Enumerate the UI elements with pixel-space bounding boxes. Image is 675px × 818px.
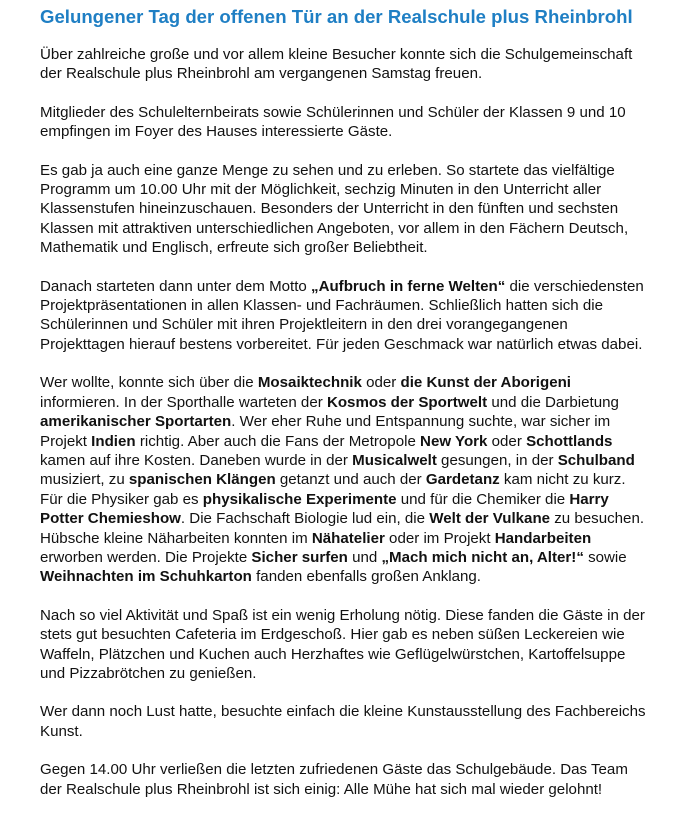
bold-text: Harry Potter Chemieshow bbox=[40, 490, 609, 528]
paragraph bbox=[40, 103, 652, 142]
bold-text: Mosaiktechnik bbox=[257, 374, 362, 392]
text-run: und bbox=[347, 548, 382, 566]
text-run: Danach starteten dann unter dem Motto bbox=[40, 277, 312, 295]
article-title: Gelungener Tag der offenen Tür an der Realschule plus Rheinbrohl bbox=[40, 6, 633, 27]
text-run: Über zahlreiche große und vor allem kleine Besucher konnte sich die Schulgemeinschaft der Realschule plus Rheinbrohl am vergangenen Samstag freuen. bbox=[40, 46, 633, 83]
text-run: oder bbox=[487, 432, 527, 450]
bold-text: Sicher surfen bbox=[251, 548, 348, 566]
bold-text: Welt der Vulkane bbox=[429, 510, 551, 528]
bold-text: spanischen Klängen bbox=[128, 471, 276, 489]
bold-text: amerikanischer Sportarten bbox=[40, 413, 232, 431]
bold-text: die Kunst der Aborigeni bbox=[400, 374, 571, 392]
text-run: fanden ebenfalls großen Anklang. bbox=[251, 568, 481, 586]
bold-text: Indien bbox=[91, 432, 136, 450]
text-run: Nach so viel Aktivität und Spaß ist ein wenig Erholung nötig. Diese fanden die Gäste in der stets gut besuchten Cafeteria im Erdgeschoß. Hier gab es neben süßen Leckereien wie Waffeln, Plätzchen und Kuchen auch Herzhaftes wie Geflügelwürstchen, Kartoffelsuppe und Pizzabrötchen zu genießen. bbox=[40, 606, 645, 682]
text-run: richtig. Aber auch die Fans der Metropole bbox=[135, 432, 421, 450]
bold-text: New York bbox=[420, 432, 488, 450]
bold-text: Weihnachten im Schuhkarton bbox=[40, 568, 252, 586]
text-run: Wer dann noch Lust hatte, besuchte einfach die kleine Kunstausstellung des Fachbereichs Kunst. bbox=[40, 703, 646, 740]
paragraph bbox=[40, 45, 652, 84]
text-run: oder im Projekt bbox=[384, 529, 495, 547]
text-run: erworben werden. Die Projekte bbox=[40, 548, 252, 566]
text-run: oder bbox=[361, 374, 401, 392]
text-run: Wer wollte, konnte sich über die bbox=[40, 374, 258, 392]
text-run: musiziert, zu bbox=[40, 471, 129, 489]
article bbox=[40, 6, 652, 818]
bold-text: Schulband bbox=[557, 451, 635, 469]
text-run: Mitglieder des Schulelternbeirats sowie Schülerinnen und Schüler der Klassen 9 und 10 empfingen im Foyer des Hauses interessierte Gäste. bbox=[40, 103, 626, 141]
paragraph bbox=[40, 760, 652, 799]
bold-text: „Mach mich nicht an, Alter!“ bbox=[381, 548, 584, 566]
bold-text: Handarbeiten bbox=[494, 529, 592, 547]
paragraph bbox=[40, 277, 652, 355]
paragraph bbox=[40, 373, 652, 586]
bold-text: Kosmos der Sportwelt bbox=[326, 393, 488, 411]
text-run: zu besuchen. Hübsche kleine Näharbeiten konnten im bbox=[40, 510, 645, 547]
bold-text: Musicalwelt bbox=[352, 451, 437, 469]
text-run: gesungen, in der bbox=[436, 451, 558, 469]
paragraph bbox=[40, 606, 652, 684]
text-run: Gegen 14.00 Uhr verließen die letzten zufriedenen Gäste das Schulgebäude. Das Team der Realschule plus Rheinbrohl ist sich einig: Alle Mühe hat sich mal wieder gelohnt! bbox=[40, 761, 628, 798]
text-run: . Wer eher Ruhe und Entspannung suchte, war sicher im Projekt bbox=[40, 413, 611, 450]
text-run: Es gab ja auch eine ganze Menge zu sehen und zu erleben. So startete das vielfältige Programm um 10.00 Uhr mit der Möglichkeit, sechzig Minuten in den Unterricht aller Klassenstufen hineinzuschauen. Besonders der Unterricht in den fünften und sechsten Klassen mit attraktiven unterschiedlichen Angeboten, vor allem in den Fächern Deutsch, Mathematik und Englisch, erfreute sich großer Beliebtheit. bbox=[40, 161, 629, 257]
bold-text: Schottlands bbox=[526, 432, 613, 450]
text-run: sowie bbox=[583, 548, 627, 566]
text-run: getanzt und auch der bbox=[275, 471, 426, 489]
text-run: und die Darbietung bbox=[487, 393, 619, 411]
text-run: kam nicht zu kurz. Für die Physiker gab es bbox=[40, 471, 626, 508]
bold-text: „Aufbruch in ferne Welten“ bbox=[311, 277, 506, 295]
text-run: . Die Fachschaft Biologie lud ein, die bbox=[180, 510, 430, 528]
bold-text: Nähatelier bbox=[311, 529, 385, 547]
paragraph bbox=[40, 702, 652, 741]
text-run: kamen auf ihre Kosten. Daneben wurde in der bbox=[40, 451, 353, 469]
article-body bbox=[40, 45, 652, 799]
text-run: informieren. In der Sporthalle warteten der bbox=[40, 393, 327, 411]
text-run: und für die Chemiker die bbox=[396, 490, 570, 508]
text-run: die verschiedensten Projektpräsentationen in allen Klassen- und Fachräumen. Schließlich hatten sich die Schülerinnen und Schüler mit ihren Projektleitern in den drei vorangegangenen Projekttagen hierauf bestens vorbereitet. Für jeden Geschmack war natürlich etwas dabei. bbox=[40, 277, 644, 353]
bold-text: physikalische Experimente bbox=[202, 490, 397, 508]
paragraph bbox=[40, 161, 652, 258]
bold-text: Gardetanz bbox=[425, 471, 500, 489]
